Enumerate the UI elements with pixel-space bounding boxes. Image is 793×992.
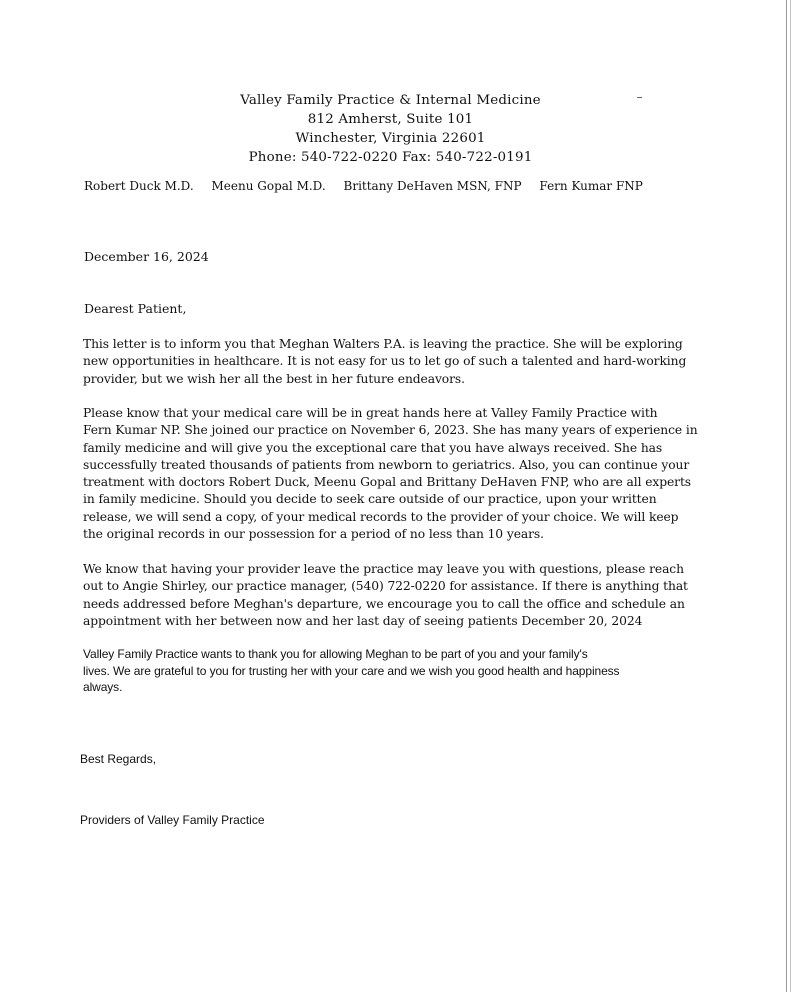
letter-date: December 16, 2024 [84, 249, 209, 264]
practice-name: Valley Family Practice & Internal Medicine [240, 93, 541, 108]
text-line: in family medicine. Should you decide to seek care outside of our practice, upon your written [83, 492, 657, 507]
practice-phone-fax: Phone: 540-722-0220 Fax: 540-722-0191 [248, 150, 533, 165]
practice-street: 812 Amherst, Suite 101 [307, 112, 474, 127]
paragraph-thanks [83, 646, 693, 696]
text-line: new opportunities in healthcare. It is not easy for us to let go of such a talented and hard-working [83, 354, 687, 369]
closing: Best Regards, [80, 752, 157, 766]
text-line: treatment with doctors Robert Duck, Meenu Gopal and Brittany DeHaven FNP, who are all experts [83, 475, 692, 490]
text-line: Please know that your medical care will be in great hands here at Valley Family Practice with [83, 406, 658, 420]
text-line: We know that having your provider leave the practice may leave you with questions, please reach [83, 562, 684, 576]
paragraph-care-continuity [83, 405, 698, 543]
text-line: Fern Kumar NP. She joined our practice on November 6, 2023. She has many years of experience in [83, 423, 698, 438]
text-line: Valley Family Practice wants to thank you for allowing Meghan to be part of you and your family's [83, 647, 588, 661]
provider-name: Brittany DeHaven MSN, FNP [343, 179, 522, 193]
provider-name: Fern Kumar FNP [539, 179, 643, 193]
letterhead [0, 91, 781, 167]
text-line: release, we will send a copy, of your medical records to the provider of your choice. We will keep [83, 509, 679, 524]
text-line: appointment with her between now and her last day of seeing patients December 20, 2024 [83, 613, 643, 628]
text-line: out to Angie Shirley, our practice manager, (540) 722-0220 for assistance. If there is anything that [83, 579, 688, 594]
text-line: lives. We are grateful to you for trusting her with your care and we wish you good health and happiness [83, 663, 620, 678]
text-line: the original records in our possession for a period of no less than 10 years. [83, 527, 544, 542]
provider-name: Robert Duck M.D. [84, 179, 194, 193]
text-line: always. [83, 680, 123, 695]
paragraph-departure [83, 336, 695, 388]
text-line: needs addressed before Meghan's departure, we encourage you to call the office and schedule an [83, 596, 685, 611]
practice-city: Winchester, Virginia 22601 [295, 131, 486, 146]
scan-edge-line [786, 0, 791, 992]
signature: Providers of Valley Family Practice [80, 813, 265, 827]
paragraph-questions [83, 561, 695, 630]
text-line: This letter is to inform you that Meghan Walters P.A. is leaving the practice. She will be exploring [83, 337, 683, 351]
provider-list [84, 179, 704, 193]
text-line: provider, but we wish her all the best in her future endeavors. [83, 371, 465, 386]
provider-name: Meenu Gopal M.D. [211, 179, 326, 193]
text-line: successfully treated thousands of patients from newborn to geriatrics. Also, you can continue your [83, 457, 690, 472]
text-line: family medicine and will give you the exceptional care that you have always received. She has [83, 440, 663, 455]
salutation: Dearest Patient, [84, 301, 187, 316]
